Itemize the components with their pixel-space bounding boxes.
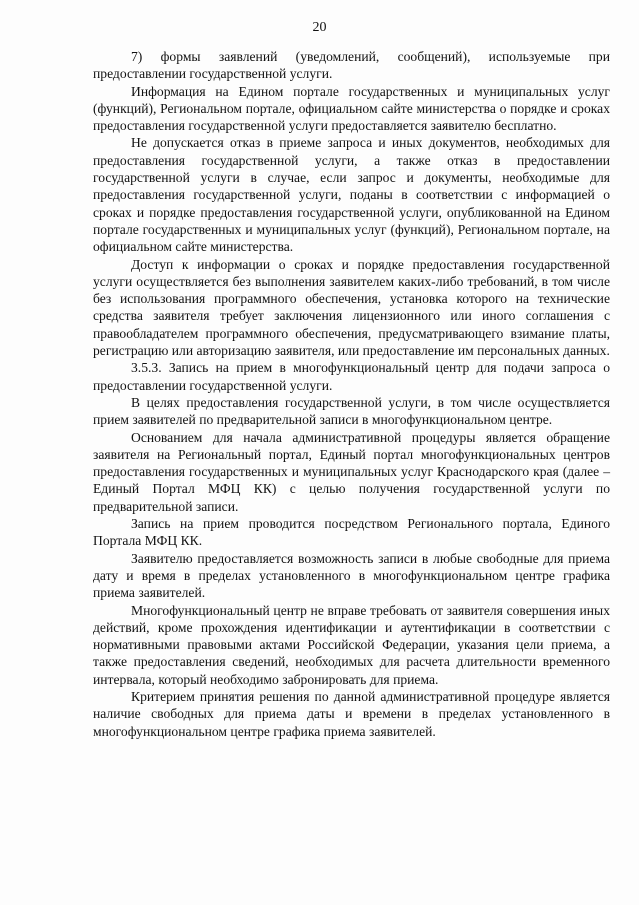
paragraph-preliminary-appointment: В целях предоставления государственной услуги, в том числе осуществляется прием заявителей по предварительной записи в многофункциональном центре.	[93, 394, 610, 428]
paragraph-mfc-restrictions: Многофункциональный центр не вправе требовать от заявителя совершения иных действий, кроме прохождения идентификации и аутентификации в соответствии с нормативными правовыми актами Российской Федерации, указания цели приема, а также предоставления сведений, необходимых для расчета длительности временного интервала, который необходимо забронировать для приема.	[93, 602, 610, 687]
paragraph-appointment-channels: Запись на прием проводится посредством Регионального портала, Единого Портала МФЦ КК.	[93, 516, 610, 549]
paragraph-information-access: Доступ к информации о сроках и порядке предоставления государственной услуги осуществляется без выполнения заявителем каких-либо требований, в том числе без использования программного обеспечения, установка которого на технические средства заявителя требует заключения лицензионного или иного соглашения с правообладателем программного обеспечения, предусматривающего взимание платы, регистрацию или авторизацию заявителя, или предоставление им персональных данных.	[93, 256, 610, 359]
paragraph-free-slots: Заявителю предоставляется возможность записи в любые свободные для приема дату и время в пределах установленного в многофункциональном центре графика приема заявителей.	[93, 550, 610, 601]
paragraph-decision-criterion: Критерием принятия решения по данной административной процедуре является наличие свободных для приема даты и времени в пределах установленного в многофункциональном центре графика приема заявителей.	[93, 688, 610, 739]
paragraph-refusal-not-allowed: Не допускается отказ в приеме запроса и иных документов, необходимых для предоставления государственной услуги, а также отказ в предоставлении государственной услуги в случае, если запрос и документы, необходимые для предоставления государственной услуги, поданы в соответствии с информацией о сроках и порядке предоставления государственной услуги, опубликованной на Едином портале государственных и муниципальных услуг (функций), Региональном портале, на официальном сайте министерства.	[93, 135, 610, 255]
page-number: 20	[312, 20, 327, 35]
paragraph-forms-list-item: 7) формы заявлений (уведомлений, сообщений), используемые при предоставлении государственной услуги.	[93, 49, 610, 82]
paragraph-procedure-basis: Основанием для начала административной процедуры является обращение заявителя на Региональный портал, Единый портал многофункциональных центров предоставления государственных и муниципальных услуг Краснодарского края (далее – Единый Портал МФЦ КК) с целью получения государственной услуги по предварительной записи.	[93, 429, 610, 514]
document-body	[93, 48, 610, 740]
paragraph-information-free: Информация на Едином портале государственных и муниципальных услуг (функций), Региональном портале, официальном сайте министерства о порядке и сроках предоставления государственной услуги предоставляется заявителю бесплатно.	[93, 83, 610, 134]
paragraph-section-3-5-3: 3.5.3. Запись на прием в многофункциональный центр для подачи запроса о предоставлении государственной услуги.	[93, 360, 610, 393]
